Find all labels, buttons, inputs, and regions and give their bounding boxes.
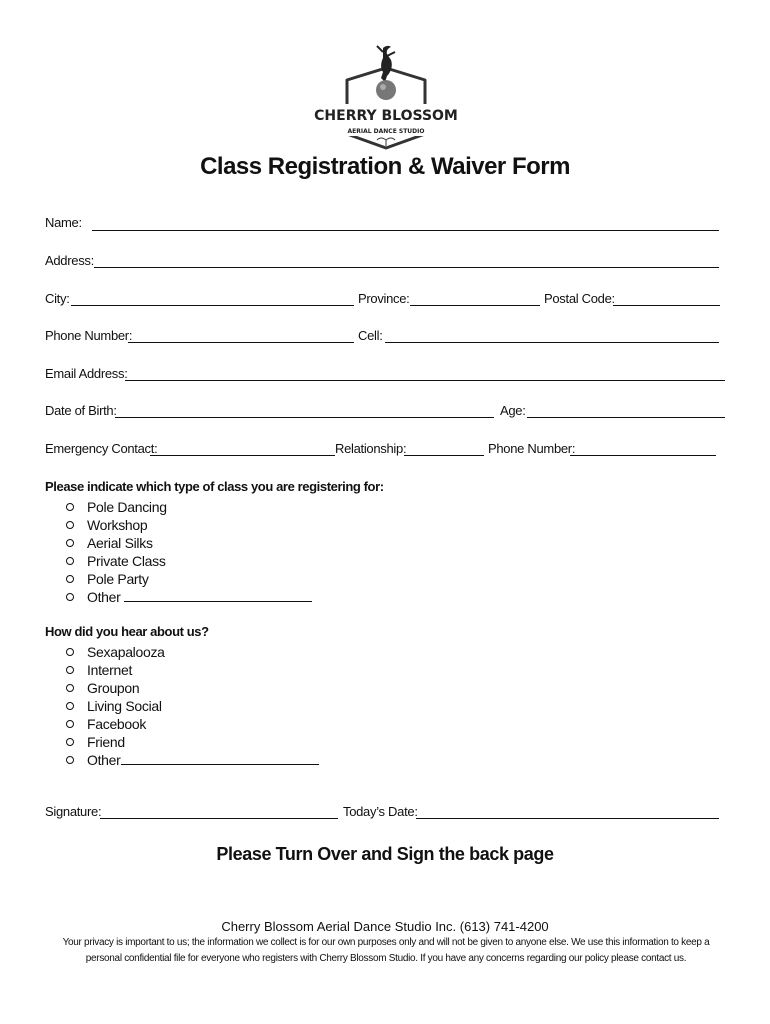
age-label: Age: <box>500 403 526 418</box>
form-title: Class Registration & Waiver Form <box>200 153 570 180</box>
hear-about-options <box>66 643 319 769</box>
class-type-options <box>66 498 312 606</box>
phone-field[interactable] <box>128 342 354 343</box>
hear-option[interactable]: Internet <box>66 661 319 679</box>
radio-circle-icon[interactable] <box>66 720 74 728</box>
email-label: Email Address: <box>45 366 128 381</box>
email-field[interactable] <box>125 380 725 381</box>
cell-label: Cell: <box>358 328 383 343</box>
radio-circle-icon[interactable] <box>66 539 74 547</box>
turn-over-notice: Please Turn Over and Sign the back page <box>216 844 554 864</box>
postal-code-field[interactable] <box>613 305 720 306</box>
dob-field[interactable] <box>115 417 494 418</box>
radio-circle-icon[interactable] <box>66 575 74 583</box>
cell-field[interactable] <box>385 342 719 343</box>
todays-date-field[interactable] <box>416 818 719 819</box>
hear-option[interactable]: Groupon <box>66 679 319 697</box>
class-option-other[interactable]: Other <box>66 588 312 606</box>
name-field[interactable] <box>92 230 719 231</box>
name-label: Name: <box>45 215 82 230</box>
hear-other-field[interactable] <box>121 752 319 765</box>
class-other-field[interactable] <box>124 589 312 602</box>
logo-tagline-text: AERIAL DANCE STUDIO <box>347 128 425 135</box>
signature-label: Signature: <box>45 804 102 819</box>
relationship-field[interactable] <box>404 455 484 456</box>
logo-brand-text: CHERRY BLOSSOM <box>314 108 458 124</box>
class-option[interactable]: Pole Dancing <box>66 498 312 516</box>
signature-field[interactable] <box>100 818 338 819</box>
radio-circle-icon[interactable] <box>66 648 74 656</box>
cherry-blossom-logo <box>314 42 458 160</box>
dob-label: Date of Birth: <box>45 403 117 418</box>
address-field[interactable] <box>94 267 719 268</box>
class-option[interactable]: Pole Party <box>66 570 312 588</box>
radio-circle-icon[interactable] <box>66 684 74 692</box>
radio-circle-icon[interactable] <box>66 503 74 511</box>
hear-option-other[interactable]: Other <box>66 751 319 769</box>
class-option[interactable]: Aerial Silks <box>66 534 312 552</box>
class-type-heading: Please indicate which type of class you are registering for: <box>45 479 384 494</box>
hear-option[interactable]: Facebook <box>66 715 319 733</box>
radio-circle-icon[interactable] <box>66 593 74 601</box>
province-label: Province: <box>358 291 410 306</box>
city-label: City: <box>45 291 70 306</box>
hear-option[interactable]: Friend <box>66 733 319 751</box>
address-label: Address: <box>45 253 94 268</box>
radio-circle-icon[interactable] <box>66 557 74 565</box>
studio-contact: Cherry Blossom Aerial Dance Studio Inc. (613) 741-4200 <box>221 919 549 934</box>
emergency-phone-field[interactable] <box>570 455 716 456</box>
city-field[interactable] <box>71 305 354 306</box>
radio-circle-icon[interactable] <box>66 521 74 529</box>
emergency-contact-label: Emergency Contact: <box>45 441 158 456</box>
class-option[interactable]: Private Class <box>66 552 312 570</box>
radio-circle-icon[interactable] <box>66 666 74 674</box>
phone-label: Phone Number: <box>45 328 133 343</box>
relationship-label: Relationship: <box>335 441 407 456</box>
emergency-phone-label: Phone Number: <box>488 441 576 456</box>
province-field[interactable] <box>410 305 540 306</box>
hear-option[interactable]: Living Social <box>66 697 319 715</box>
emergency-contact-field[interactable] <box>150 455 335 456</box>
radio-circle-icon[interactable] <box>66 702 74 710</box>
hear-about-heading: How did you hear about us? <box>45 624 209 639</box>
radio-circle-icon[interactable] <box>66 738 74 746</box>
age-field[interactable] <box>527 417 725 418</box>
hear-option[interactable]: Sexapalooza <box>66 643 319 661</box>
todays-date-label: Today’s Date: <box>343 804 418 819</box>
radio-circle-icon[interactable] <box>66 756 74 764</box>
privacy-notice: Your privacy is important to us; the information we collect is for our own purposes only and will not be given to anyone else. We use this information to keep a personal confidential file for everyone who registers with Cherry Blossom Studio. If you have any concerns regarding our policy please contact us. <box>62 937 710 964</box>
class-option[interactable]: Workshop <box>66 516 312 534</box>
postal-code-label: Postal Code: <box>544 291 615 306</box>
